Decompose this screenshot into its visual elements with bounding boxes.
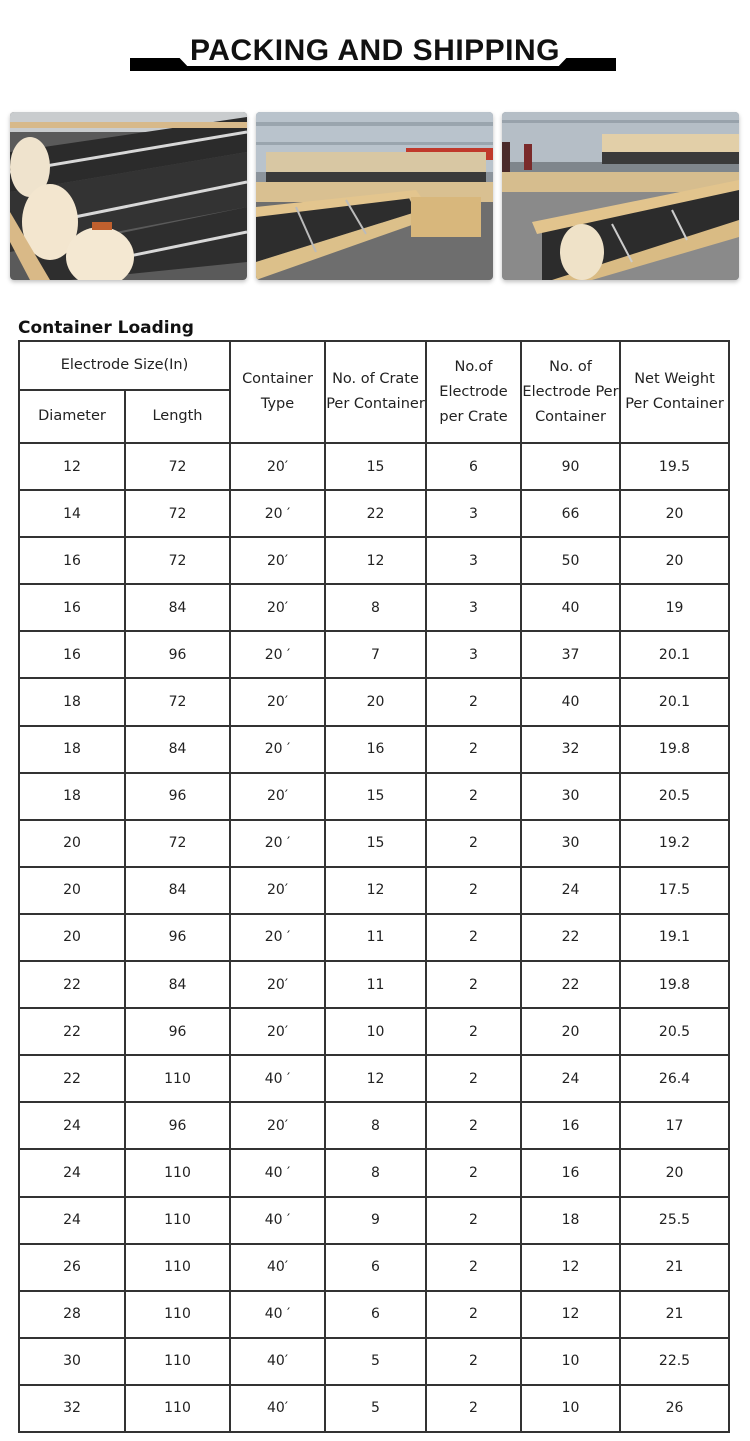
cell-container-type: 20′ <box>230 1102 325 1149</box>
cell-electrodes-per-crate: 3 <box>426 537 521 584</box>
cell-crates: 5 <box>325 1385 426 1432</box>
cell-diameter: 14 <box>19 490 125 537</box>
header-net-weight: Net Weight Per Container <box>620 341 729 443</box>
cell-crates: 9 <box>325 1197 426 1244</box>
cell-electrodes-per-container: 24 <box>521 1055 620 1102</box>
cell-net-weight: 20 <box>620 1149 729 1196</box>
photo-warehouse-crated-electrodes <box>502 112 739 280</box>
cell-diameter: 12 <box>19 443 125 490</box>
cell-electrodes-per-container: 10 <box>521 1385 620 1432</box>
cell-diameter: 18 <box>19 678 125 725</box>
table-row <box>19 820 729 867</box>
cell-length: 96 <box>125 773 230 820</box>
header-length: Length <box>125 390 230 443</box>
cell-diameter: 18 <box>19 726 125 773</box>
table-row <box>19 1385 729 1432</box>
cell-electrodes-per-crate: 2 <box>426 1197 521 1244</box>
cell-crates: 16 <box>325 726 426 773</box>
header-crates-per-container: No. of Crate Per Container <box>325 341 426 443</box>
cell-container-type: 20′ <box>230 1008 325 1055</box>
cell-diameter: 22 <box>19 1055 125 1102</box>
cell-container-type: 40′ <box>230 1338 325 1385</box>
cell-electrodes-per-container: 24 <box>521 867 620 914</box>
cell-diameter: 22 <box>19 1008 125 1055</box>
page-title: PACKING AND SHIPPING <box>189 34 561 67</box>
cell-container-type: 20 ′ <box>230 631 325 678</box>
cell-crates: 8 <box>325 1102 426 1149</box>
cell-electrodes-per-crate: 2 <box>426 1008 521 1055</box>
cell-electrodes-per-crate: 2 <box>426 1244 521 1291</box>
cell-container-type: 20′ <box>230 678 325 725</box>
cell-electrodes-per-container: 40 <box>521 678 620 725</box>
cell-diameter: 16 <box>19 537 125 584</box>
cell-diameter: 18 <box>19 773 125 820</box>
cell-electrodes-per-container: 50 <box>521 537 620 584</box>
table-row <box>19 914 729 961</box>
cell-net-weight: 19.5 <box>620 443 729 490</box>
cell-crates: 22 <box>325 490 426 537</box>
cell-electrodes-per-crate: 2 <box>426 678 521 725</box>
table-row <box>19 773 729 820</box>
cell-diameter: 24 <box>19 1102 125 1149</box>
cell-diameter: 20 <box>19 867 125 914</box>
table-row <box>19 443 729 490</box>
table-row <box>19 867 729 914</box>
cell-electrodes-per-container: 66 <box>521 490 620 537</box>
cell-net-weight: 19.2 <box>620 820 729 867</box>
cell-net-weight: 19 <box>620 584 729 631</box>
cell-container-type: 40′ <box>230 1244 325 1291</box>
table-row <box>19 678 729 725</box>
cell-electrodes-per-crate: 3 <box>426 490 521 537</box>
cell-crates: 5 <box>325 1338 426 1385</box>
table-row <box>19 1197 729 1244</box>
photo-gallery <box>10 112 740 282</box>
cell-net-weight: 20.5 <box>620 1008 729 1055</box>
cell-diameter: 16 <box>19 584 125 631</box>
table-row <box>19 1291 729 1338</box>
cell-crates: 11 <box>325 914 426 961</box>
table-body <box>19 443 729 1432</box>
cell-electrodes-per-crate: 3 <box>426 631 521 678</box>
cell-net-weight: 26 <box>620 1385 729 1432</box>
cell-electrodes-per-crate: 2 <box>426 820 521 867</box>
cell-crates: 15 <box>325 443 426 490</box>
cell-container-type: 20 ′ <box>230 914 325 961</box>
cell-net-weight: 19.8 <box>620 961 729 1008</box>
cell-crates: 15 <box>325 773 426 820</box>
cell-length: 96 <box>125 1102 230 1149</box>
cell-container-type: 40 ′ <box>230 1197 325 1244</box>
cell-crates: 7 <box>325 631 426 678</box>
cell-container-type: 20 ′ <box>230 726 325 773</box>
cell-electrodes-per-crate: 2 <box>426 914 521 961</box>
table-row <box>19 1008 729 1055</box>
cell-container-type: 20′ <box>230 537 325 584</box>
cell-length: 110 <box>125 1197 230 1244</box>
cell-length: 110 <box>125 1338 230 1385</box>
cell-electrodes-per-crate: 6 <box>426 443 521 490</box>
cell-length: 110 <box>125 1385 230 1432</box>
cell-length: 84 <box>125 584 230 631</box>
header-electrodes-per-container: No. of Electrode Per Container <box>521 341 620 443</box>
section-title: Container Loading <box>18 318 194 338</box>
header-electrodes-per-crate: No.of Electrode per Crate <box>426 341 521 443</box>
container-loading-table <box>18 340 730 1433</box>
cell-length: 72 <box>125 678 230 725</box>
cell-electrodes-per-crate: 2 <box>426 1055 521 1102</box>
cell-container-type: 20 ′ <box>230 820 325 867</box>
cell-net-weight: 21 <box>620 1291 729 1338</box>
cell-diameter: 32 <box>19 1385 125 1432</box>
cell-net-weight: 19.1 <box>620 914 729 961</box>
cell-crates: 6 <box>325 1291 426 1338</box>
cell-net-weight: 22.5 <box>620 1338 729 1385</box>
cell-electrodes-per-crate: 2 <box>426 1385 521 1432</box>
cell-crates: 12 <box>325 867 426 914</box>
table-row <box>19 584 729 631</box>
cell-net-weight: 17 <box>620 1102 729 1149</box>
cell-length: 96 <box>125 914 230 961</box>
cell-electrodes-per-container: 32 <box>521 726 620 773</box>
photo-electrode-crates-closeup <box>10 112 247 280</box>
cell-diameter: 24 <box>19 1197 125 1244</box>
table-row <box>19 1055 729 1102</box>
cell-electrodes-per-container: 10 <box>521 1338 620 1385</box>
cell-container-type: 20 ′ <box>230 490 325 537</box>
cell-length: 72 <box>125 820 230 867</box>
cell-net-weight: 25.5 <box>620 1197 729 1244</box>
cell-net-weight: 21 <box>620 1244 729 1291</box>
section-header <box>0 0 750 80</box>
cell-electrodes-per-container: 40 <box>521 584 620 631</box>
cell-diameter: 26 <box>19 1244 125 1291</box>
cell-length: 110 <box>125 1291 230 1338</box>
cell-net-weight: 17.5 <box>620 867 729 914</box>
cell-crates: 11 <box>325 961 426 1008</box>
cell-container-type: 40 ′ <box>230 1291 325 1338</box>
cell-container-type: 40′ <box>230 1385 325 1432</box>
cell-electrodes-per-container: 37 <box>521 631 620 678</box>
cell-net-weight: 20 <box>620 490 729 537</box>
cell-electrodes-per-crate: 2 <box>426 867 521 914</box>
cell-electrodes-per-crate: 3 <box>426 584 521 631</box>
cell-length: 72 <box>125 537 230 584</box>
photo-warehouse-electrode-rows <box>256 112 493 280</box>
cell-diameter: 30 <box>19 1338 125 1385</box>
cell-length: 72 <box>125 490 230 537</box>
cell-length: 72 <box>125 443 230 490</box>
cell-net-weight: 19.8 <box>620 726 729 773</box>
cell-crates: 10 <box>325 1008 426 1055</box>
cell-length: 110 <box>125 1149 230 1196</box>
cell-diameter: 28 <box>19 1291 125 1338</box>
cell-crates: 20 <box>325 678 426 725</box>
cell-net-weight: 26.4 <box>620 1055 729 1102</box>
cell-crates: 15 <box>325 820 426 867</box>
cell-diameter: 20 <box>19 914 125 961</box>
table-row <box>19 631 729 678</box>
cell-electrodes-per-container: 30 <box>521 773 620 820</box>
cell-diameter: 20 <box>19 820 125 867</box>
cell-electrodes-per-crate: 2 <box>426 726 521 773</box>
cell-length: 110 <box>125 1244 230 1291</box>
cell-electrodes-per-crate: 2 <box>426 1338 521 1385</box>
cell-net-weight: 20.5 <box>620 773 729 820</box>
cell-container-type: 20′ <box>230 867 325 914</box>
header-diameter: Diameter <box>19 390 125 443</box>
cell-net-weight: 20.1 <box>620 631 729 678</box>
cell-container-type: 20′ <box>230 584 325 631</box>
cell-electrodes-per-container: 90 <box>521 443 620 490</box>
cell-container-type: 40 ′ <box>230 1055 325 1102</box>
cell-electrodes-per-container: 22 <box>521 914 620 961</box>
cell-electrodes-per-container: 30 <box>521 820 620 867</box>
table-row <box>19 490 729 537</box>
cell-electrodes-per-container: 22 <box>521 961 620 1008</box>
cell-crates: 12 <box>325 537 426 584</box>
table-row <box>19 1102 729 1149</box>
cell-diameter: 24 <box>19 1149 125 1196</box>
table-row <box>19 1149 729 1196</box>
cell-electrodes-per-container: 16 <box>521 1149 620 1196</box>
cell-container-type: 20′ <box>230 773 325 820</box>
cell-length: 84 <box>125 867 230 914</box>
cell-crates: 12 <box>325 1055 426 1102</box>
cell-crates: 6 <box>325 1244 426 1291</box>
header-electrode-size: Electrode Size(In) <box>19 341 230 390</box>
cell-electrodes-per-container: 20 <box>521 1008 620 1055</box>
cell-electrodes-per-crate: 2 <box>426 1291 521 1338</box>
cell-electrodes-per-container: 12 <box>521 1291 620 1338</box>
cell-electrodes-per-crate: 2 <box>426 1102 521 1149</box>
cell-electrodes-per-crate: 2 <box>426 961 521 1008</box>
cell-diameter: 22 <box>19 961 125 1008</box>
cell-crates: 8 <box>325 1149 426 1196</box>
table-row <box>19 1244 729 1291</box>
cell-electrodes-per-container: 18 <box>521 1197 620 1244</box>
cell-diameter: 16 <box>19 631 125 678</box>
table-row <box>19 1338 729 1385</box>
cell-length: 96 <box>125 631 230 678</box>
cell-container-type: 40 ′ <box>230 1149 325 1196</box>
cell-net-weight: 20 <box>620 537 729 584</box>
cell-length: 96 <box>125 1008 230 1055</box>
cell-electrodes-per-crate: 2 <box>426 773 521 820</box>
cell-container-type: 20′ <box>230 961 325 1008</box>
table-row <box>19 726 729 773</box>
table-row <box>19 961 729 1008</box>
cell-crates: 8 <box>325 584 426 631</box>
cell-electrodes-per-container: 16 <box>521 1102 620 1149</box>
cell-length: 84 <box>125 961 230 1008</box>
cell-electrodes-per-crate: 2 <box>426 1149 521 1196</box>
cell-electrodes-per-container: 12 <box>521 1244 620 1291</box>
header-container-type: Container Type <box>230 341 325 443</box>
cell-length: 84 <box>125 726 230 773</box>
table-row <box>19 537 729 584</box>
cell-net-weight: 20.1 <box>620 678 729 725</box>
cell-length: 110 <box>125 1055 230 1102</box>
cell-container-type: 20′ <box>230 443 325 490</box>
